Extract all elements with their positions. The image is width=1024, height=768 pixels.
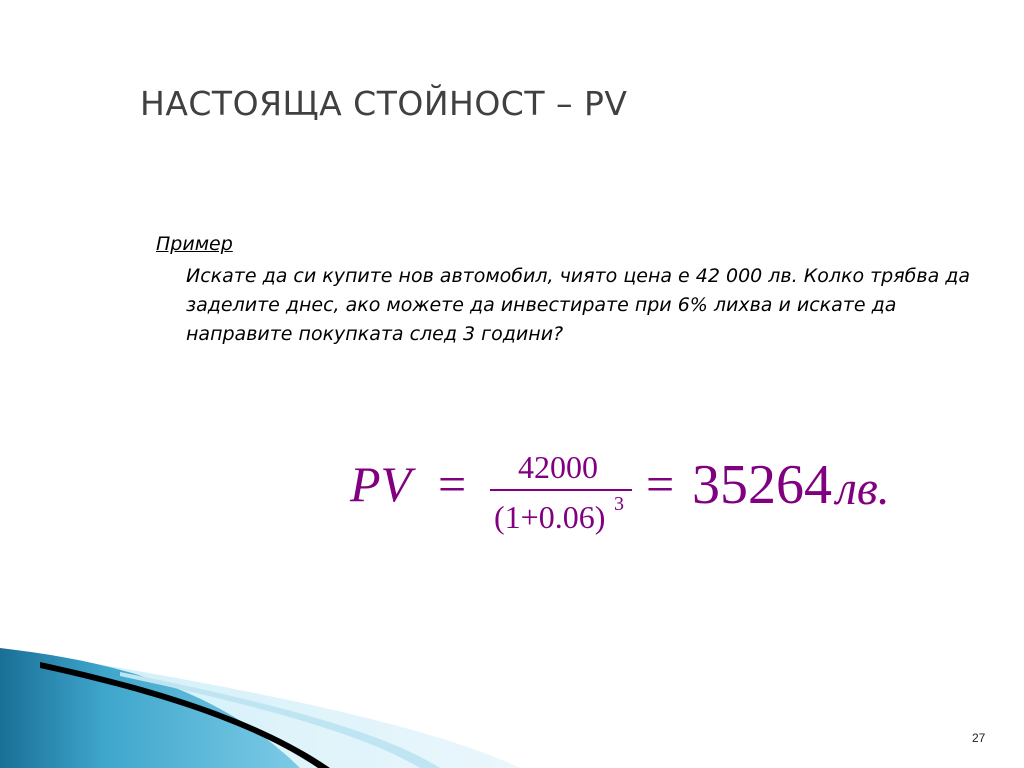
formula-lhs: PV: [350, 456, 412, 512]
formula-numerator: 42000: [518, 449, 598, 485]
formula-equals-sign: =: [438, 456, 467, 512]
slide-title: НАСТОЯЩА СТОЙНОСТ – PV: [140, 84, 628, 123]
formula-equals-sign-2: =: [646, 456, 675, 512]
formula-denominator: (1+0.06): [494, 499, 606, 535]
formula-exponent: 3: [614, 493, 624, 515]
example-label: Пример: [156, 233, 233, 255]
formula-result: 35264: [692, 454, 832, 516]
formula-unit: лв.: [836, 462, 890, 515]
example-text: Искате да си купите нов автомобил, чиято цена е 42 000 лв. Колко трябва да заделите днес, ако можете да инвестирате при 6% лихва и искате да направите покупката след 3 години?: [186, 265, 971, 345]
page-number: 27: [972, 731, 986, 745]
